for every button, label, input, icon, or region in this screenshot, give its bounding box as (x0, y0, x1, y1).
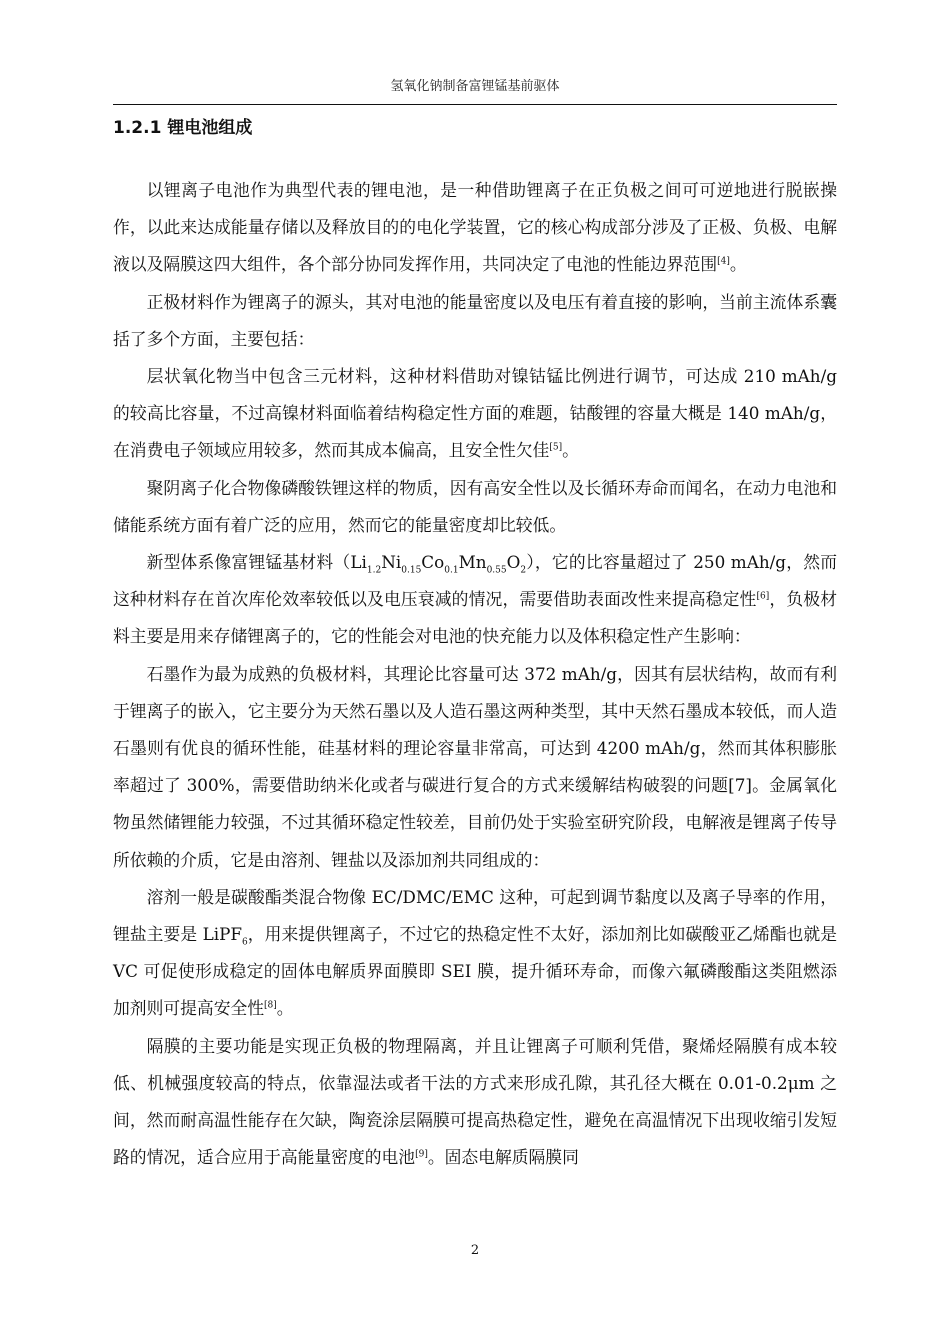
body-text (113, 172, 837, 1176)
paragraph-separator: 隔膜的主要功能是实现正负极的物理隔离，并且让锂离子可顺利凭借，聚烯烃隔膜有成本较低、机械强度较高的特点，依靠湿法或者干法的方式来形成孔隙，其孔径大概在 0.01-0.2μm 之间，然而耐高温性能存在欠缺，陶瓷涂层隔膜可提高热稳定性，避免在高温情况下出现收缩引发短路的情况，适合应用于高能量密度的电池[9]。固态电解质隔膜同 (113, 1035, 837, 1168)
paragraph-cathode-intro: 正极材料作为锂离子的源头，其对电池的能量密度以及电压有着直接的影响，当前主流体系囊括了多个方面，主要包括： (113, 291, 837, 349)
paragraph-polyanion: 聚阴离子化合物像磷酸铁锂这样的物质，因有高安全性以及长循环寿命而闻名，在动力电池和储能系统方面有着广泛的应用，然而它的能量密度却比较低。 (113, 477, 837, 535)
citation: [6] (756, 591, 770, 602)
paragraph-lithium-rich: 新型体系像富锂锰基材料$(Li_{1.2}Ni_{0.15}Co_{0.1}Mn_{0.55}O_2)$，它的比容量超过了 250 mAh/g，然而这种材料存在首次库伦效率较低以及电压衰减的情况，需要借助表面改性来提高稳定性[6]，负极材料主要是用来存储锂离子的，它的性能会对电池的快充能力以及体积稳定性产生影响： (113, 552, 837, 647)
chemical-formula: $Li_{1.2}Ni_{0.15}Co_{0.1}Mn_{0.55}O_2$ (350, 552, 527, 576)
citation: [4] (717, 256, 730, 267)
citation: [8] (264, 1000, 277, 1011)
section-heading: 1.2.1 锂电池组成 (113, 118, 253, 138)
running-header: 氢氧化钠制备富锂锰基前驱体 (390, 79, 560, 94)
citation: [9] (415, 1149, 428, 1160)
paragraph-anode-materials: 石墨作为最为成熟的负极材料，其理论比容量可达 372 mAh/g，因其有层状结构，故而有利于锂离子的嵌入，它主要分为天然石墨以及人造石墨这两种类型，其中天然石墨成本较低，而人造石墨则有优良的循环性能，硅基材料的理论容量非常高，可达到 4200 mAh/g，然而其体积膨胀率超过了 300%，需要借助纳米化或者与碳进行复合的方式来缓解结构破裂的问题[7]。金属氧化物虽然储锂能力较强，不过其循环稳定性较差，目前仍处于实验室研究阶段，电解液是锂离子传导所依赖的介质，它是由溶剂、锂盐以及添加剂共同组成的： (113, 663, 837, 870)
page-number: 2 (470, 1243, 480, 1258)
header-rule (113, 104, 837, 105)
paragraph-cell-composition: 以锂离子电池作为典型代表的锂电池，是一种借助锂离子在正负极之间可可逆地进行脱嵌操作，以此来达成能量存储以及释放目的的电化学装置，它的核心构成部分涉及了正极、负极、电解液以及隔膜这四大组件，各个部分协同发挥作用，共同决定了电池的性能边界范围[4]。 (113, 180, 837, 275)
paragraph-electrolyte: 溶剂一般是碳酸酯类混合物像 EC/DMC/EMC 这种，可起到调节黏度以及离子导率的作用，锂盐主要是 LiPF$_6$，用来提供锂离子，不过它的热稳定性不太好，添加剂比如碳酸亚乙烯酯也就是 VC 可促使形成稳定的固体电解质界面膜即 SEI 膜，提升循环寿命，而像六氟磷酸酯这类阻燃添加剂则可提高安全性[8]。 (113, 886, 837, 1019)
citation: [5] (549, 442, 563, 453)
paragraph-layered-oxides: 层状氧化物当中包含三元材料，这种材料借助对镍钴锰比例进行调节，可达成 210 mAh/g 的较高比容量，不过高镍材料面临着结构稳定性方面的难题，钴酸锂的容量大概是 140 mAh/g，在消费电子领域应用较多，然而其成本偏高，且安全性欠佳[5]。 (113, 366, 837, 461)
